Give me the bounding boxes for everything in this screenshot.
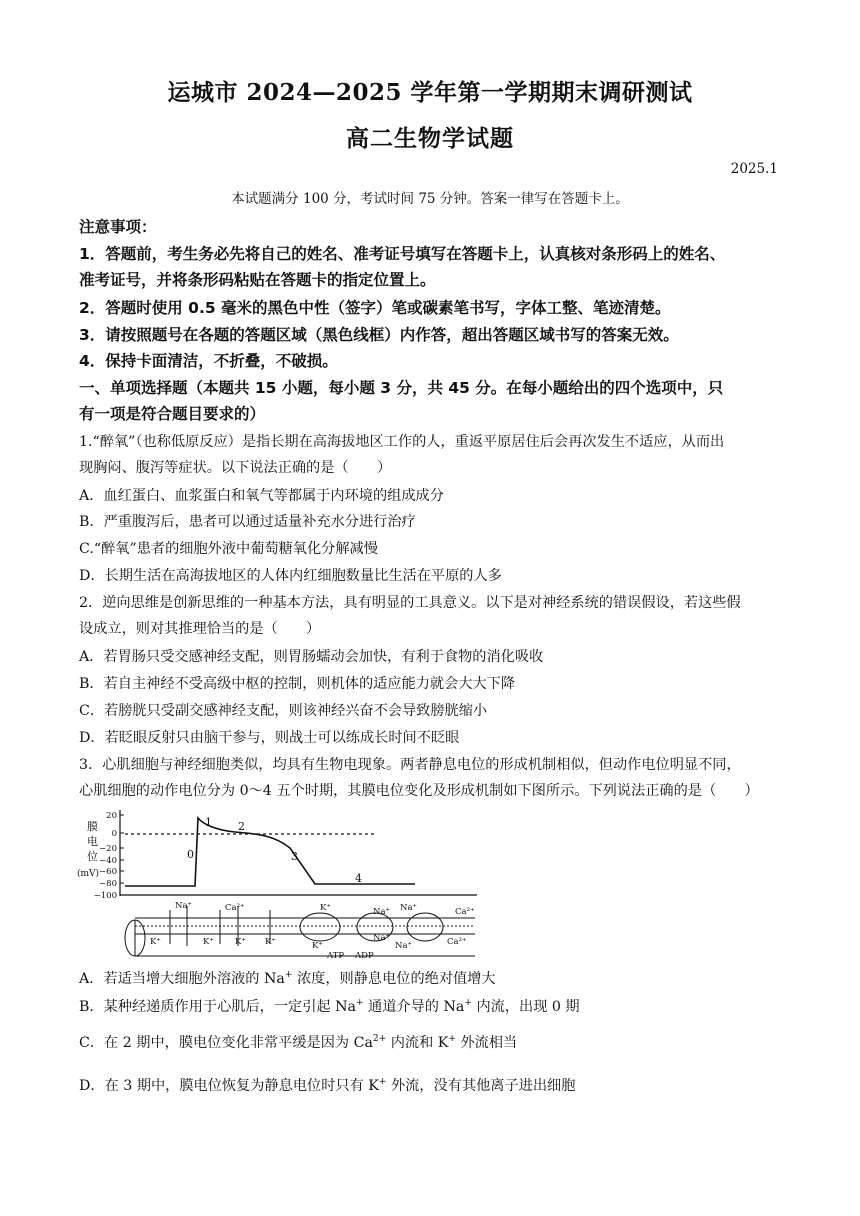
ion-k-3: K⁺ [203, 937, 214, 947]
phase-0-label: 0 [187, 848, 194, 861]
figure-ylabel-3: 位 [87, 850, 98, 863]
y-tick-0: 0 [111, 829, 117, 839]
figure-ylabel-1: 膜 [87, 820, 98, 833]
phase-4-label: 4 [355, 872, 362, 885]
phase-1-label: 1 [205, 816, 212, 829]
q1-option-d: D．长期生活在高海拔地区的人体内红细胞数量比生活在平原的人多 [79, 568, 502, 584]
y-tick-m60: −60 [99, 867, 117, 877]
notice-item-2: 2．答题时使用 0.5 毫米的黑色中性（签字）笔或碳素笔书写，字体工整、笔迹清楚。 [79, 299, 671, 317]
exam-title: 运城市 2024—2025 学年第一学期期末调研测试 [167, 79, 693, 106]
figure-ylabel-unit: (mV) [77, 869, 100, 879]
y-tick-m20: −20 [99, 844, 117, 854]
q1-stem-line-2: 现胸闷、腹泻等症状。以下说法正确的是（ ） [79, 460, 392, 476]
q1-stem-line-1: 1.“醉氧”（也称低原反应）是指长期在高海拔地区工作的人，重返平原居住后会再次发生不适应，从而出 [79, 434, 725, 450]
q2-option-a: A．若胃肠只受交感神经支配，则胃肠蠕动会加快，有利于食物的消化吸收 [79, 649, 544, 665]
ion-k-1: K⁺ [320, 903, 331, 913]
q3-stem-line-2: 心肌细胞的动作电位分为 0～4 五个时期，其膜电位变化及形成机制如下图所示。下列说法正确的是（ ） [79, 783, 759, 799]
ion-k-2: K⁺ [150, 937, 161, 947]
y-tick-m100: −100 [93, 891, 117, 901]
ion-ca-3: Ca²⁺ [447, 937, 467, 947]
ion-ca-1: Ca²⁺ [225, 903, 245, 913]
ion-ca-2: Ca²⁺ [455, 907, 475, 917]
q1-option-a: A．血红蛋白、血浆蛋白和氧气等都属于内环境的组成成分 [79, 488, 444, 504]
q2-option-d: D．若眨眼反射只由脑干参与，则战士可以练成长时间不眨眼 [79, 730, 460, 746]
q1-option-c: C.“醉氧”患者的细胞外液中葡萄糖氧化分解减慢 [79, 541, 378, 557]
y-tick-20: 20 [106, 811, 117, 821]
phase-3-label: 3 [291, 850, 298, 863]
notice-item-1-line-2: 准考证号，并将条形码粘贴在答题卡的指定位置上。 [79, 271, 436, 289]
ion-na-2: Na⁺ [373, 907, 390, 917]
q3-option-c: C．在 2 期中，膜电位变化非常平缓是因为 $Ca^{2+}$ 内流和 K+ 外流相当 [79, 1034, 518, 1051]
exam-subtitle: 高二生物学试题 [346, 125, 514, 152]
ion-k-5: K⁺ [265, 937, 276, 947]
q2-stem-line-1: 2．逆向思维是创新思维的一种基本方法，具有明显的工具意义。以下是对神经系统的错误假设，若这些假 [79, 595, 741, 611]
q1-option-b: B．严重腹泻后，患者可以通过适量补充水分进行治疗 [79, 514, 416, 530]
exam-note: 本试题满分 100 分，考试时间 75 分钟。答案一律写在答题卡上。 [231, 191, 629, 207]
q2-stem-line-2: 设成立，则对其推理恰当的是（ ） [79, 621, 321, 637]
q2-option-b: B．若自主神经不受高级中枢的控制，则机体的适应能力就会大大下降 [79, 676, 516, 692]
q3-option-a: A．若适当增大细胞外溶液的 Na+ 浓度，则静息电位的绝对值增大 [79, 970, 496, 987]
q3-stem-line-1: 3．心肌细胞与神经细胞类似，均具有生物电现象。两者静息电位的形成机制相似，但动作电位明显不同， [79, 757, 741, 773]
ion-k-4: K⁺ [235, 937, 246, 947]
y-tick-m80: −80 [99, 879, 117, 889]
q3-option-d: D．在 3 期中，膜电位恢复为静息电位时只有 K+ 外流，没有其他离子进出细胞 [79, 1077, 576, 1094]
ion-na-1: Na⁺ [175, 901, 192, 911]
adp-label: ADP [355, 951, 374, 960]
atp-label: ATP [327, 951, 345, 960]
ion-na-5: Na⁺ [395, 941, 412, 951]
notice-item-1-line-1: 1．答题前，考生务必先将自己的姓名、准考证号填写在答题卡上，认真核对条形码上的姓名、 [79, 245, 726, 263]
q3-option-b: B．某种经递质作用于心肌后，一定引起 Na+ 通道介导的 Na+ 内流，出现 0 期 [79, 998, 580, 1015]
figure-ylabel-2: 电 [87, 835, 98, 848]
exam-date: 2025.1 [730, 161, 778, 177]
phase-2-label: 2 [238, 820, 245, 833]
notice-item-4: 4．保持卡面清洁，不折叠，不破损。 [79, 352, 338, 370]
notice-heading: 注意事项： [79, 218, 157, 236]
section-heading-line-1: 一、单项选择题（本题共 15 小题，每小题 3 分，共 45 分。在每小题给出的四个选项中，只 [79, 379, 724, 397]
ion-na-4: Na⁺ [373, 933, 390, 943]
notice-item-3: 3．请按照题号在各题的答题区域（黑色线框）内作答，超出答题区域书写的答案无效。 [79, 326, 679, 344]
section-heading-line-2: 有一项是符合题目要求的） [79, 405, 266, 423]
ion-na-3: Na⁺ [400, 903, 417, 913]
action-potential-figure [75, 806, 480, 960]
q2-option-c: C．若膀胱只受副交感神经支配，则该神经兴奋不会导致膀胱缩小 [79, 703, 488, 719]
y-tick-m40: −40 [99, 856, 117, 866]
ion-k-6: K⁺ [312, 941, 323, 951]
